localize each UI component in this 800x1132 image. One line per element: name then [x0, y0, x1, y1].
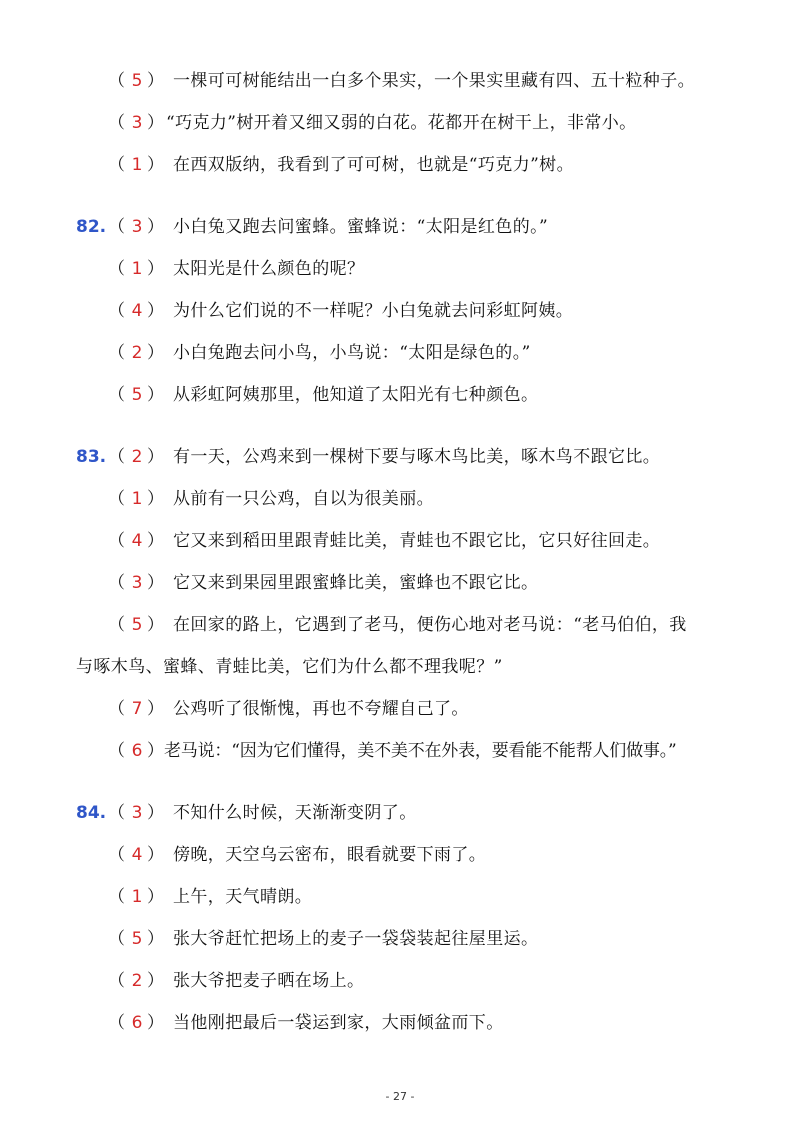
- list-item: [0, 736, 800, 766]
- question-number: 83.: [76, 447, 107, 467]
- open-paren: （: [108, 385, 125, 405]
- item-text: 老马说：“因为它们懂得，美不美不在外表，要看能不能帮人们做事。”: [164, 741, 677, 761]
- list-item: [0, 798, 800, 828]
- list-item: [0, 254, 800, 284]
- close-paren: ）: [147, 971, 164, 991]
- item-text: 张大爷赶忙把场上的麦子一袋袋装起往屋里运。: [173, 929, 539, 949]
- answer-number: 2: [131, 971, 143, 991]
- close-paren: ）: [147, 217, 164, 237]
- answer-number: 6: [131, 741, 143, 761]
- open-paren: （: [108, 113, 125, 133]
- answer-number: 1: [131, 489, 143, 509]
- open-paren: （: [108, 929, 125, 949]
- list-item: [0, 1008, 800, 1038]
- question-number: 84.: [76, 803, 107, 823]
- close-paren: ）: [147, 301, 164, 321]
- answer-number: 3: [131, 217, 143, 237]
- answer-number: 1: [131, 887, 143, 907]
- answer-number: 6: [131, 1013, 143, 1033]
- item-text: 小白兔跑去问小鸟，小鸟说：“太阳是绿色的。”: [173, 343, 531, 363]
- close-paren: ）: [147, 615, 164, 635]
- item-text: 有一天，公鸡来到一棵树下要与啄木鸟比美，啄木鸟不跟它比。: [173, 447, 661, 467]
- close-paren: ）: [147, 155, 164, 175]
- open-paren: （: [108, 447, 125, 467]
- answer-number: 4: [131, 301, 143, 321]
- open-paren: （: [108, 699, 125, 719]
- close-paren: ）: [147, 71, 164, 91]
- open-paren: （: [108, 217, 125, 237]
- list-item: [0, 610, 800, 640]
- close-paren: ）: [147, 489, 164, 509]
- answer-number: 3: [131, 573, 143, 593]
- page-number: - 27 -: [385, 1090, 415, 1103]
- open-paren: （: [108, 155, 125, 175]
- open-paren: （: [108, 1013, 125, 1033]
- answer-number: 4: [131, 531, 143, 551]
- close-paren: ）: [147, 343, 164, 363]
- list-item: [0, 694, 800, 724]
- item-text: “巧克力”树开着又细又弱的白花。花都开在树干上，非常小。: [166, 113, 637, 133]
- close-paren: ）: [147, 385, 164, 405]
- open-paren: （: [108, 741, 125, 761]
- item-text: 公鸡听了很惭愧，再也不夸耀自己了。: [173, 699, 469, 719]
- answer-number: 5: [131, 385, 143, 405]
- item-text: 一棵可可树能结出一白多个果实，一个果实里藏有四、五十粒种子。: [173, 71, 695, 91]
- close-paren: ）: [147, 259, 164, 279]
- answer-number: 3: [131, 113, 143, 133]
- close-paren: ）: [147, 741, 164, 761]
- answer-number: 1: [131, 259, 143, 279]
- open-paren: （: [108, 803, 125, 823]
- list-item: [0, 966, 800, 996]
- list-item: [0, 924, 800, 954]
- item-text: 张大爷把麦子晒在场上。: [173, 971, 365, 991]
- list-item: [0, 150, 800, 180]
- open-paren: （: [108, 489, 125, 509]
- answer-number: 4: [131, 845, 143, 865]
- answer-number: 3: [131, 803, 143, 823]
- answer-number: 5: [131, 71, 143, 91]
- open-paren: （: [108, 301, 125, 321]
- open-paren: （: [108, 71, 125, 91]
- item-text: 从彩虹阿姨那里，他知道了太阳光有七种颜色。: [173, 385, 539, 405]
- answer-number: 2: [131, 343, 143, 363]
- close-paren: ）: [147, 573, 164, 593]
- open-paren: （: [108, 573, 125, 593]
- list-item: [0, 526, 800, 556]
- question-number: 82.: [76, 217, 107, 237]
- list-item: [0, 212, 800, 242]
- item-text: 上午，天气晴朗。: [173, 887, 313, 907]
- item-text: 从前有一只公鸡，自以为很美丽。: [173, 489, 434, 509]
- list-item: [0, 380, 800, 410]
- list-item: [0, 840, 800, 870]
- list-item: [0, 568, 800, 598]
- open-paren: （: [108, 615, 125, 635]
- open-paren: （: [108, 531, 125, 551]
- list-item: [0, 484, 800, 514]
- list-item: [0, 108, 800, 138]
- answer-number: 2: [131, 447, 143, 467]
- close-paren: ）: [147, 803, 164, 823]
- close-paren: ）: [147, 887, 164, 907]
- item-text: 在西双版纳，我看到了可可树，也就是“巧克力”树。: [173, 155, 574, 175]
- list-item: [0, 338, 800, 368]
- answer-number: 5: [131, 615, 143, 635]
- item-text: 小白兔又跑去问蜜蜂。蜜蜂说：“太阳是红色的。”: [173, 217, 549, 237]
- close-paren: ）: [147, 929, 164, 949]
- close-paren: ）: [147, 845, 164, 865]
- answer-number: 7: [131, 699, 143, 719]
- item-text: 为什么它们说的不一样呢？小白兔就去问彩虹阿姨。: [173, 301, 574, 321]
- item-text: 当他刚把最后一袋运到家，大雨倾盆而下。: [173, 1013, 504, 1033]
- list-item: [0, 296, 800, 326]
- close-paren: ）: [147, 531, 164, 551]
- close-paren: ）: [147, 447, 164, 467]
- close-paren: ）: [147, 113, 164, 133]
- answer-number: 1: [131, 155, 143, 175]
- item-text: 它又来到稻田里跟青蛙比美，青蛙也不跟它比，它只好往回走。: [173, 531, 661, 551]
- item-text: 太阳光是什么颜色的呢？: [173, 259, 365, 279]
- item-text: 它又来到果园里跟蜜蜂比美，蜜蜂也不跟它比。: [173, 573, 539, 593]
- close-paren: ）: [147, 699, 164, 719]
- list-item: [0, 882, 800, 912]
- list-item: [0, 66, 800, 96]
- open-paren: （: [108, 845, 125, 865]
- list-item-continuation: [0, 652, 800, 682]
- close-paren: ）: [147, 1013, 164, 1033]
- item-text: 在回家的路上，它遇到了老马，便伤心地对老马说：“老马伯伯，我: [173, 615, 687, 635]
- item-text-continuation: 与啄木鸟、蜜蜂、青蛙比美，它们为什么都不理我呢？”: [76, 657, 503, 677]
- open-paren: （: [108, 887, 125, 907]
- answer-number: 5: [131, 929, 143, 949]
- item-text: 不知什么时候，天渐渐变阴了。: [173, 803, 417, 823]
- open-paren: （: [108, 343, 125, 363]
- item-text: 傍晚，天空乌云密布，眼看就要下雨了。: [173, 845, 487, 865]
- list-item: [0, 442, 800, 472]
- open-paren: （: [108, 971, 125, 991]
- open-paren: （: [108, 259, 125, 279]
